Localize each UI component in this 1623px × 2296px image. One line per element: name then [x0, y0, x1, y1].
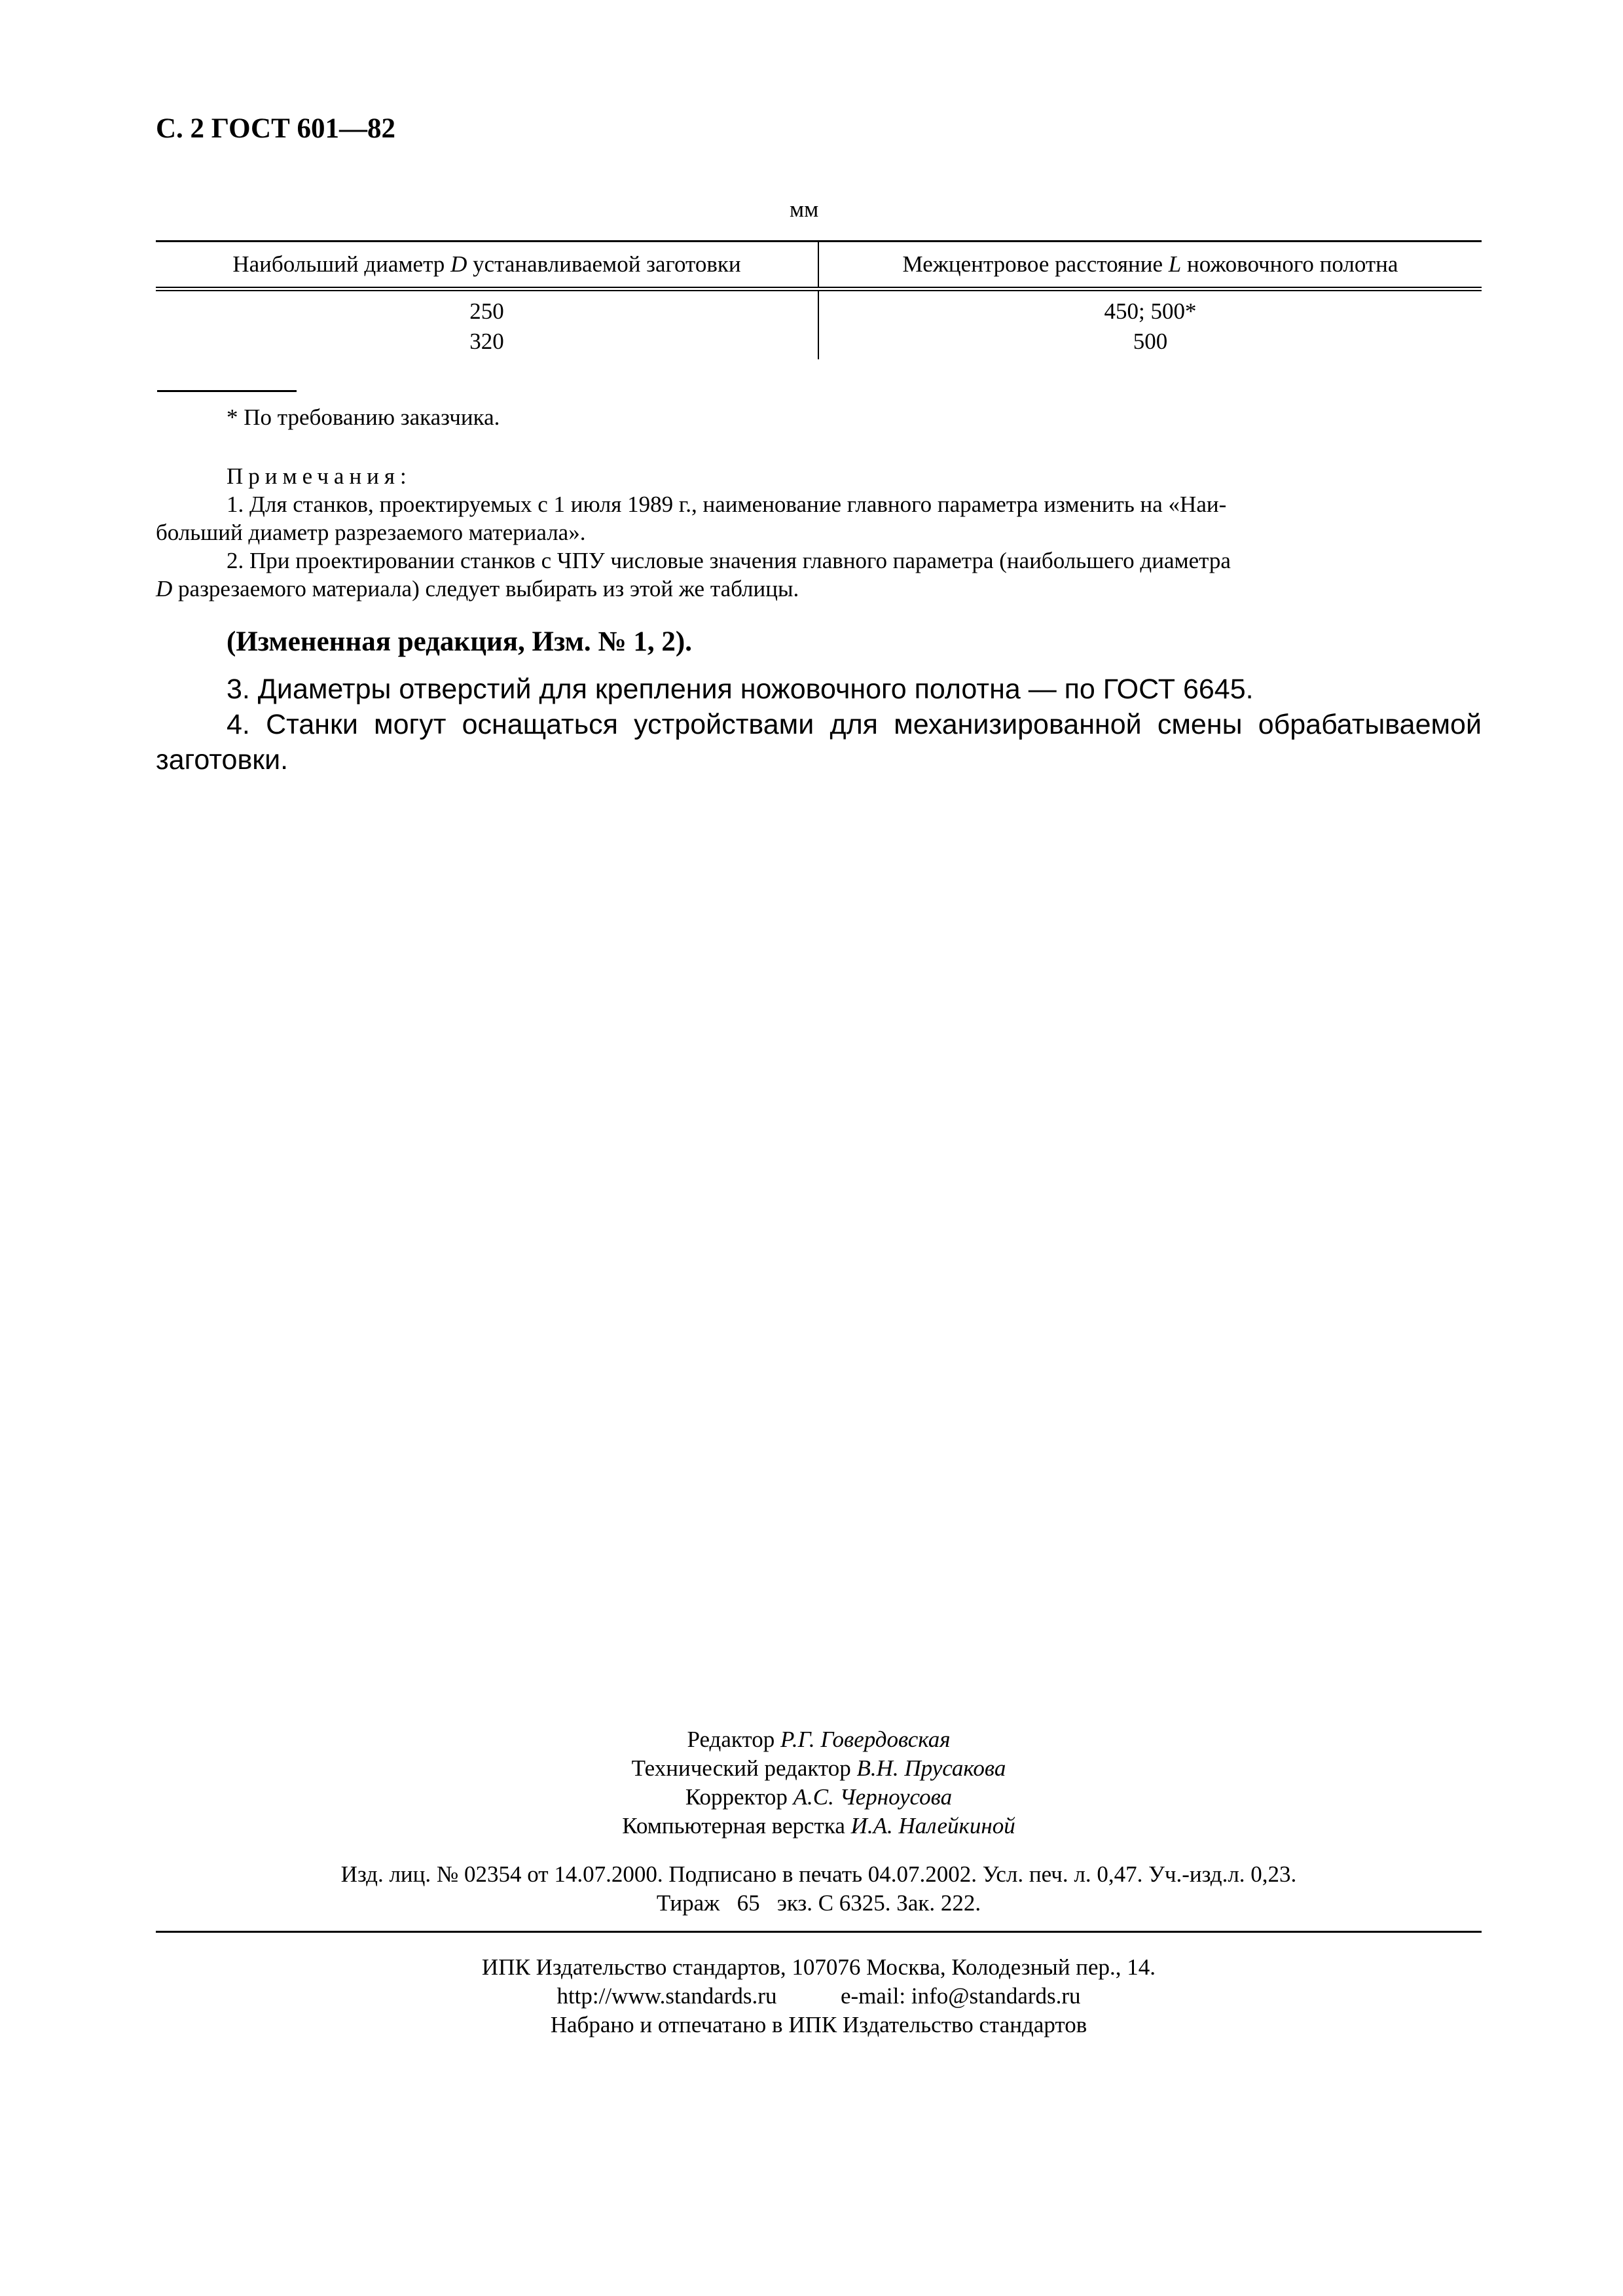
credit-layout [156, 1812, 1482, 1840]
cell-value: 450; 500* [1104, 298, 1197, 324]
imprint-line-2: Тираж 65 экз. С 6325. Зак. 222. [656, 1890, 981, 1916]
note-1-line-2: больший диаметр разрезаемого материала». [156, 520, 586, 545]
credit-editor [156, 1725, 1482, 1754]
cell-value: 320 [469, 329, 504, 354]
clause-4-line-2: заготовки. [156, 744, 289, 776]
publisher-printed: Набрано и отпечатано в ИПК Издательство стандартов [550, 2012, 1087, 2037]
note-1-line-1: 1. Для станков, проектируемых с 1 июля 1989 г., наименование главного параметра изменить на «Наи- [227, 492, 1227, 517]
publisher-address: ИПК Издательство стандартов, 107076 Москва, Колодезный пер., 14. [481, 1954, 1156, 1980]
publisher-block [156, 1953, 1482, 2039]
credit-label: Редактор [687, 1727, 775, 1752]
credit-label: Корректор [685, 1784, 788, 1810]
publisher-email[interactable]: e-mail: info@standards.ru [840, 1983, 1081, 2009]
imprint-line-1: Изд. лиц. № 02354 от 14.07.2000. Подписано в печать 04.07.2002. Усл. печ. л. 0,47. Уч.-изд.л. 0,23. [340, 1861, 1297, 1887]
publisher-contacts [156, 1982, 1482, 2011]
page-header: С. 2 ГОСТ 601—82 [156, 113, 396, 144]
footnote: * По требованию заказчика. [227, 404, 500, 430]
notes-title: Примечания: [227, 463, 412, 489]
amendment-note: (Измененная редакция, Изм. № 1, 2). [227, 626, 692, 657]
credit-name: Р.Г. Говердовская [780, 1727, 951, 1752]
note-2-line-2: D разрезаемого материала) следует выбирать из этой же таблицы. [156, 576, 799, 601]
credits-block [156, 1725, 1482, 1840]
credit-name: А.С. Черноусова [793, 1784, 953, 1810]
table-header-distance: Межцентровое расстояние L ножовочного полотна [818, 242, 1482, 289]
clause-3: 3. Диаметры отверстий для крепления ножовочного полотна — по ГОСТ 6645. [227, 673, 1254, 705]
credit-corrector [156, 1783, 1482, 1812]
note-2-line-1: 2. При проектировании станков с ЧПУ числовые значения главного параметра (наибольшего диаметра [227, 548, 1231, 573]
clause-4-line-1: 4. Станки могут оснащаться устройствами для механизированной смены обрабатываемой [227, 709, 1482, 740]
credit-tech-editor [156, 1754, 1482, 1783]
cell-value: 500 [1133, 329, 1168, 354]
clauses-block [156, 672, 1482, 778]
cell-value: 250 [469, 298, 504, 324]
credit-label: Технический редактор [631, 1755, 851, 1781]
table-cell-distance [818, 289, 1482, 360]
footnote-divider [157, 390, 297, 392]
parameter-table [156, 240, 1482, 359]
credit-label: Компьютерная верстка [622, 1813, 845, 1839]
table-row [156, 289, 1482, 360]
table-cell-diameter [156, 289, 818, 360]
publisher-url[interactable]: http://www.standards.ru [556, 1983, 777, 2009]
credit-name: В.Н. Прусакова [856, 1755, 1006, 1781]
imprint-divider [156, 1931, 1482, 1933]
table-header-diameter: Наибольший диаметр D устанавливаемой заготовки [156, 242, 818, 289]
credit-name: И.А. Налейкиной [850, 1813, 1015, 1839]
notes-block [156, 462, 1482, 603]
imprint-block [156, 1860, 1482, 1918]
table-unit: мм [790, 196, 819, 222]
